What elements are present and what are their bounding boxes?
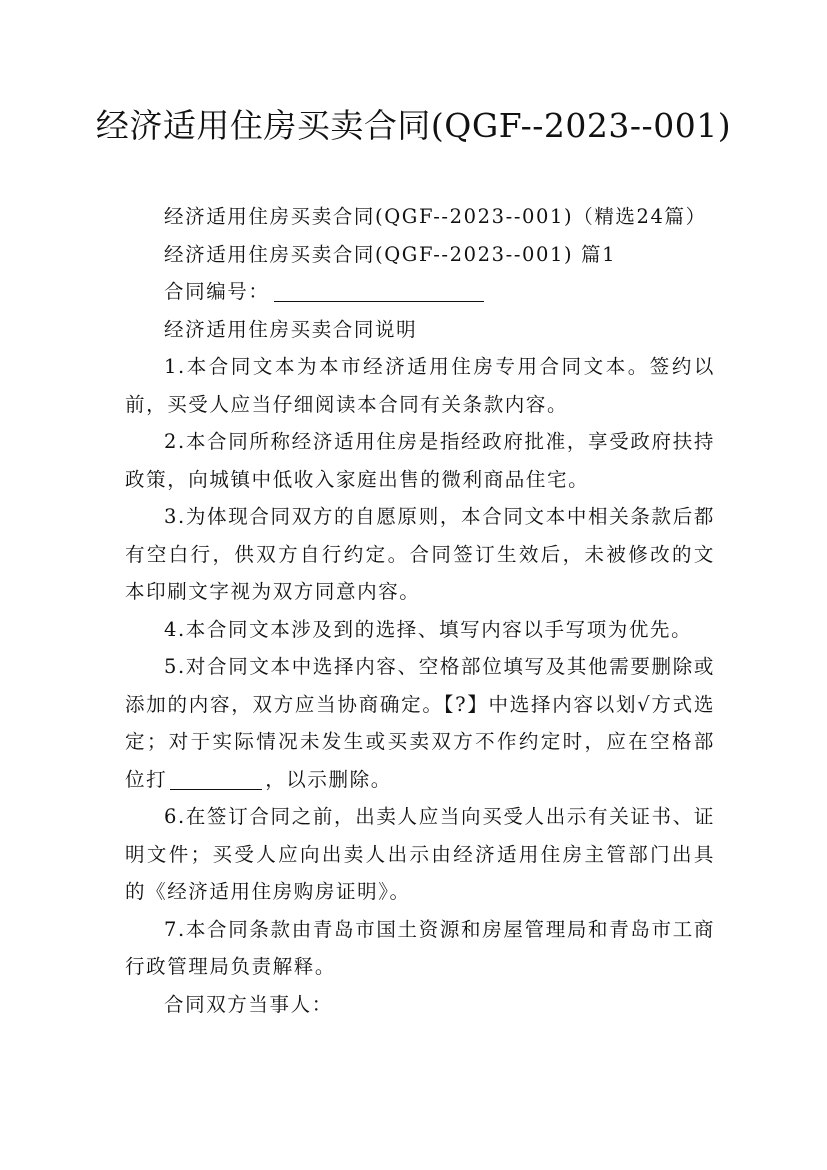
notes-heading: 经济适用住房买卖合同说明 [164,317,418,341]
document-subtitle: 经济适用住房买卖合同(QGF--2023--001)（精选24篇） [164,205,707,228]
document-title: 经济适用住房买卖合同(QGF--2023--001) [95,106,732,145]
section-heading: 经济适用住房买卖合同(QGF--2023--001) 篇1 [164,242,617,266]
note-item-5-blank[interactable] [170,767,262,790]
note-item-3: 3.为体现合同双方的自愿原则，本合同文本中相关条款后都有空白行，供双方自行约定。合同签订生效后，未被修改的文本印刷文字视为双方同意内容。 [125,505,715,603]
note-item-4: 4.本合同文本涉及到的选择、填写内容以手写项为优先。 [164,617,693,641]
note-item-6: 6.在签订合同之前，出卖人应当向买受人出示有关证书、证明文件；买受人应向出卖人出示由经济适用住房主管部门出具的《经济适用住房购房证明》。 [125,805,715,903]
contract-number-line [125,273,715,311]
note-item-5-tail: ，以示删除。 [265,767,392,791]
note-item-7: 7.本合同条款由青岛市国土资源和房屋管理局和青岛市工商行政管理局负责解释。 [125,917,715,978]
contract-number-label: 合同编号： [164,280,270,303]
note-item-5 [125,648,715,798]
note-item-1: 1.本合同文本为本市经济适用住房专用合同文本。签约以前，买受人应当仔细阅读本合同有关条款内容。 [125,355,715,416]
parties-label: 合同双方当事人： [164,992,333,1016]
note-item-2: 2.本合同所称经济适用住房是指经政府批准，享受政府扶持政策，向城镇中低收入家庭出售的微利商品住宅。 [125,430,715,491]
contract-number-blank[interactable] [274,279,484,302]
note-item-5-text: 5.对合同文本中选择内容、空格部位填写及其他需要删除或添加的内容，双方应当协商确定。【?】中选择内容以划√方式选定；对于实际情况未发生或买卖双方不作约定时，应在空格部位打 [125,655,715,791]
document-body [125,198,715,1023]
